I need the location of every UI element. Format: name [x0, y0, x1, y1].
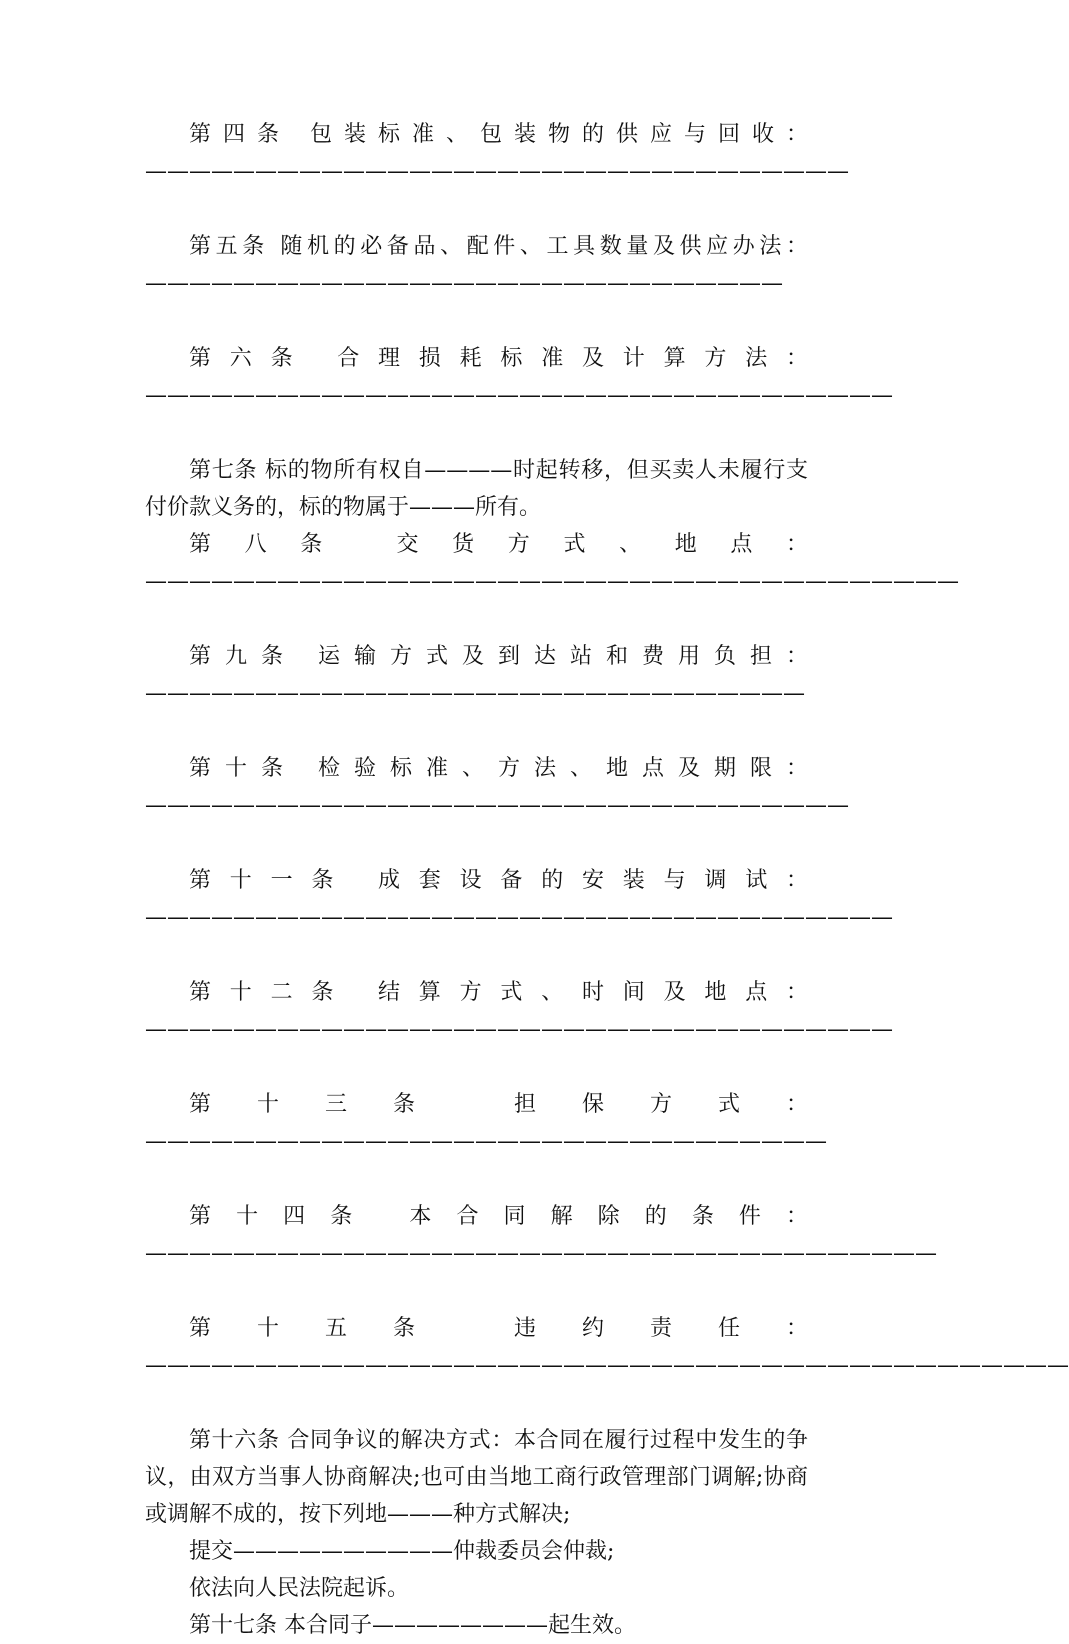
article-12: 第十二条 结算方式、时间及地点：——————————————————————————————————	[145, 980, 893, 1042]
article-16: 第十六条 合同争议的解决方式：本合同在履行过程中发生的争议，由双方当事人协商解决;也可由当地工商行政管理部门调解;协商或调解不成的，按下列地———种方式解决;	[145, 1428, 808, 1527]
article-14: 第十四条 本合同解除的条件：————————————————————————————————————	[145, 1204, 937, 1266]
contract-body	[145, 116, 1069, 1644]
article-10: 第十条 检验标准、方法、地点及期限：————————————————————————————————	[145, 756, 849, 818]
article-4: 第四条 包装标准、包装物的供应与回收：————————————————————————————————	[145, 122, 849, 184]
article-16-option-arbitration: 提交——————————仲裁委员会仲裁;	[189, 1539, 615, 1564]
article-16-option-court: 依法向人民法院起诉。	[189, 1576, 410, 1601]
article-7: 第七条 标的物所有权自————时起转移，但买卖人未履行支付价款义务的，标的物属于———所有。	[145, 458, 808, 520]
article-8: 第八条 交货方式、地点：—————————————————————————————————————	[145, 532, 959, 594]
article-11: 第十一条 成套设备的安装与调试：——————————————————————————————————	[145, 868, 893, 930]
article-15: 第十五条 违约责任：——————————————————————————————————————————	[145, 1316, 1069, 1378]
article-5: 第五条 随机的必备品、配件、工具数量及供应办法：—————————————————————————————	[145, 234, 808, 296]
article-6: 第六条 合理损耗标准及计算方法：——————————————————————————————————	[145, 346, 893, 408]
article-17: 第十七条 本合同子————————起生效。	[189, 1613, 636, 1638]
article-13: 第十三条 担保方式：———————————————————————————————	[145, 1092, 827, 1154]
article-9: 第九条 运输方式及到达站和费用负担：——————————————————————————————	[145, 644, 808, 706]
